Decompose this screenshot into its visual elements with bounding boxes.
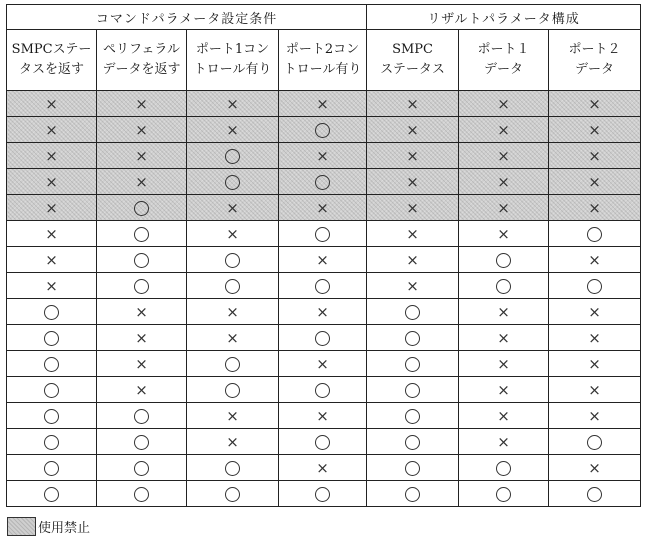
circle-mark [587,279,602,294]
table-cell [279,325,367,351]
table-cell [459,221,549,247]
table-cell [187,481,279,507]
circle-mark [44,357,59,372]
table-cell [459,351,549,377]
cross-mark: × [497,302,510,321]
cross-mark: × [226,302,239,321]
table-cell [187,195,279,221]
cross-mark: × [588,354,601,373]
column-header-port1-control [187,30,279,91]
table-cell [187,247,279,273]
circle-mark [134,409,149,424]
table-row [7,247,641,273]
table-cell [279,91,367,117]
table-cell [7,403,97,429]
table-cell [279,377,367,403]
cross-mark: × [588,146,601,165]
table-row [7,325,641,351]
table-cell [367,429,459,455]
circle-mark [405,305,420,320]
cross-mark: × [226,224,239,243]
circle-mark [225,149,240,164]
circle-mark [405,487,420,502]
cross-mark: × [226,94,239,113]
table-row [7,403,641,429]
table-cell [187,299,279,325]
cross-mark: × [45,250,58,269]
cross-mark: × [497,146,510,165]
table-cell [367,169,459,195]
circle-mark [315,383,330,398]
circle-mark [134,253,149,268]
table-cell [187,91,279,117]
cross-mark: × [588,250,601,269]
table-row-prohibited [7,117,641,143]
column-header-smpc-status [367,30,459,91]
column-header-row [7,30,641,91]
table-cell [187,325,279,351]
table-cell [7,325,97,351]
cross-mark: × [45,276,58,295]
table-cell [459,169,549,195]
table-cell [367,351,459,377]
cross-mark: × [497,198,510,217]
table-row-prohibited [7,169,641,195]
table-cell [7,143,97,169]
circle-mark [44,435,59,450]
table-cell [187,377,279,403]
cross-mark: × [588,380,601,399]
table-cell [187,221,279,247]
table-cell [7,455,97,481]
table-cell [279,481,367,507]
table-cell [279,117,367,143]
circle-mark [405,435,420,450]
circle-mark [496,461,511,476]
column-header-line: SMPCステー [11,42,92,57]
column-header-line: データ [575,62,615,77]
table-row [7,351,641,377]
table-cell [367,247,459,273]
table-cell [459,481,549,507]
table-cell [279,195,367,221]
circle-mark [225,357,240,372]
table-cell [97,169,187,195]
circle-mark [405,331,420,346]
cross-mark: × [406,146,419,165]
column-header-line: タスを返す [18,62,84,77]
table-cell [459,195,549,221]
table-cell [97,299,187,325]
table-cell [97,221,187,247]
table-cell [7,351,97,377]
table-row [7,299,641,325]
table-cell [367,325,459,351]
column-header-line: トロール有り [283,62,362,77]
cross-mark: × [316,406,329,425]
table-cell [7,221,97,247]
cross-mark: × [406,120,419,139]
table-cell [549,325,641,351]
cross-mark: × [406,250,419,269]
circle-mark [44,383,59,398]
table-cell [459,273,549,299]
table-cell [7,169,97,195]
table-cell [549,221,641,247]
table-cell [7,377,97,403]
table-cell [279,429,367,455]
circle-mark [587,435,602,450]
table-cell [279,221,367,247]
cross-mark: × [497,120,510,139]
circle-mark [225,461,240,476]
column-header-line: ポート２ [568,42,621,57]
circle-mark [315,123,330,138]
circle-mark [134,461,149,476]
table-cell [549,429,641,455]
circle-mark [44,409,59,424]
cross-mark: × [497,224,510,243]
column-header-line: ポート1コン [195,42,270,57]
table-cell [279,247,367,273]
cross-mark: × [135,146,148,165]
cross-mark: × [497,432,510,451]
circle-mark [225,175,240,190]
table-cell [549,143,641,169]
column-header-line: SMPC [392,42,433,57]
table-cell [97,325,187,351]
circle-mark [44,461,59,476]
table-row-prohibited [7,195,641,221]
table-cell [97,351,187,377]
circle-mark [587,227,602,242]
table-cell [187,273,279,299]
legend [7,517,90,536]
table-cell [97,403,187,429]
table-cell [367,195,459,221]
table-cell [549,299,641,325]
column-header-port1-data [459,30,549,91]
cross-mark: × [45,146,58,165]
table-cell [279,351,367,377]
cross-mark: × [588,198,601,217]
table-cell [549,455,641,481]
cross-mark: × [45,172,58,191]
cross-mark: × [406,172,419,191]
table-cell [279,169,367,195]
circle-mark [134,279,149,294]
table-cell [367,481,459,507]
column-header-return-smpc-status [7,30,97,91]
table-cell [367,403,459,429]
cross-mark: × [226,198,239,217]
table-cell [549,169,641,195]
table-cell [279,403,367,429]
cross-mark: × [135,120,148,139]
table-cell [187,169,279,195]
circle-mark [315,279,330,294]
cross-mark: × [316,354,329,373]
table-cell [367,221,459,247]
cross-mark: × [406,94,419,113]
cross-mark: × [497,94,510,113]
table-cell [187,143,279,169]
table-cell [549,377,641,403]
circle-mark [225,253,240,268]
cross-mark: × [226,406,239,425]
table-cell [367,299,459,325]
table-cell [7,273,97,299]
table-cell [7,247,97,273]
cross-mark: × [497,380,510,399]
cross-mark: × [588,94,601,113]
table-row [7,455,641,481]
column-header-line: ポート2コン [285,42,360,57]
command-parameter-group-header: コマンドパラメータ設定条件 [7,5,367,30]
column-header-line: データ [484,62,524,77]
table-cell [187,403,279,429]
cross-mark: × [226,120,239,139]
cross-mark: × [316,250,329,269]
circle-mark [44,305,59,320]
cross-mark: × [45,120,58,139]
circle-mark [405,409,420,424]
circle-mark [405,461,420,476]
table-cell [7,117,97,143]
prohibited-swatch [7,517,36,536]
table-cell [549,481,641,507]
circle-mark [134,435,149,450]
cross-mark: × [135,328,148,347]
cross-mark: × [497,328,510,347]
table-cell [367,273,459,299]
cross-mark: × [497,172,510,191]
table-cell [367,91,459,117]
table-row [7,377,641,403]
cross-mark: × [45,94,58,113]
cross-mark: × [135,172,148,191]
table-cell [549,403,641,429]
table-cell [97,455,187,481]
table-row [7,273,641,299]
cross-mark: × [316,302,329,321]
circle-mark [225,279,240,294]
table-cell [459,403,549,429]
column-header-line: トロール有り [193,62,272,77]
column-header-line: ペリフェラル [103,42,180,57]
table-cell [279,273,367,299]
circle-mark [225,383,240,398]
circle-mark [405,383,420,398]
table-cell [459,117,549,143]
circle-mark [315,487,330,502]
column-header-line: データを返す [102,62,181,77]
cross-mark: × [45,198,58,217]
circle-mark [315,331,330,346]
circle-mark [496,279,511,294]
table-cell [279,299,367,325]
table-cell [367,377,459,403]
circle-mark [496,253,511,268]
cross-mark: × [135,354,148,373]
table-cell [187,117,279,143]
parameter-table [6,4,641,507]
table-cell [279,143,367,169]
table-cell [549,91,641,117]
circle-mark [405,357,420,372]
column-header-port2-control [279,30,367,91]
result-parameter-group-header: リザルトパラメータ構成 [367,5,641,30]
table-cell [97,143,187,169]
circle-mark [134,227,149,242]
table-row-prohibited [7,91,641,117]
cross-mark: × [135,380,148,399]
cross-mark: × [135,302,148,321]
table-cell [97,91,187,117]
table-cell [459,91,549,117]
table-cell [7,195,97,221]
legend-label: 使用禁止 [38,521,91,536]
cross-mark: × [406,198,419,217]
table-cell [97,481,187,507]
cross-mark: × [316,94,329,113]
table-cell [459,299,549,325]
circle-mark [587,487,602,502]
table-row [7,429,641,455]
circle-mark [44,331,59,346]
table-cell [459,143,549,169]
column-header-return-peripheral-data [97,30,187,91]
table-cell [367,143,459,169]
group-header-row [7,5,641,30]
table-cell [459,455,549,481]
parameter-table-body [7,5,641,507]
cross-mark: × [588,120,601,139]
table-cell [459,325,549,351]
table-cell [187,429,279,455]
cross-mark: × [406,224,419,243]
circle-mark [134,487,149,502]
circle-mark [315,227,330,242]
cross-mark: × [45,224,58,243]
table-cell [97,247,187,273]
table-cell [7,91,97,117]
parameter-table-container [6,4,641,507]
column-header-port2-data [549,30,641,91]
table-cell [459,247,549,273]
cross-mark: × [406,276,419,295]
cross-mark: × [588,458,601,477]
table-cell [97,429,187,455]
table-cell [459,377,549,403]
cross-mark: × [226,432,239,451]
table-cell [367,455,459,481]
table-cell [187,455,279,481]
table-cell [97,273,187,299]
cross-mark: × [588,406,601,425]
table-cell [97,117,187,143]
table-cell [367,117,459,143]
cross-mark: × [588,302,601,321]
cross-mark: × [588,328,601,347]
cross-mark: × [497,354,510,373]
table-cell [549,351,641,377]
column-header-line: ステータス [380,62,445,77]
circle-mark [225,487,240,502]
table-cell [7,481,97,507]
table-cell [279,455,367,481]
table-row [7,481,641,507]
table-row-prohibited [7,143,641,169]
cross-mark: × [316,198,329,217]
column-header-line: ポート１ [477,42,530,57]
cross-mark: × [588,172,601,191]
cross-mark: × [316,146,329,165]
table-cell [549,117,641,143]
cross-mark: × [226,328,239,347]
table-cell [7,299,97,325]
table-row [7,221,641,247]
table-cell [97,195,187,221]
table-cell [549,273,641,299]
cross-mark: × [497,406,510,425]
circle-mark [44,487,59,502]
table-cell [549,195,641,221]
table-cell [549,247,641,273]
circle-mark [496,487,511,502]
cross-mark: × [135,94,148,113]
table-cell [7,429,97,455]
circle-mark [134,201,149,216]
table-cell [97,377,187,403]
circle-mark [315,175,330,190]
table-cell [187,351,279,377]
table-cell [459,429,549,455]
circle-mark [315,435,330,450]
cross-mark: × [316,458,329,477]
